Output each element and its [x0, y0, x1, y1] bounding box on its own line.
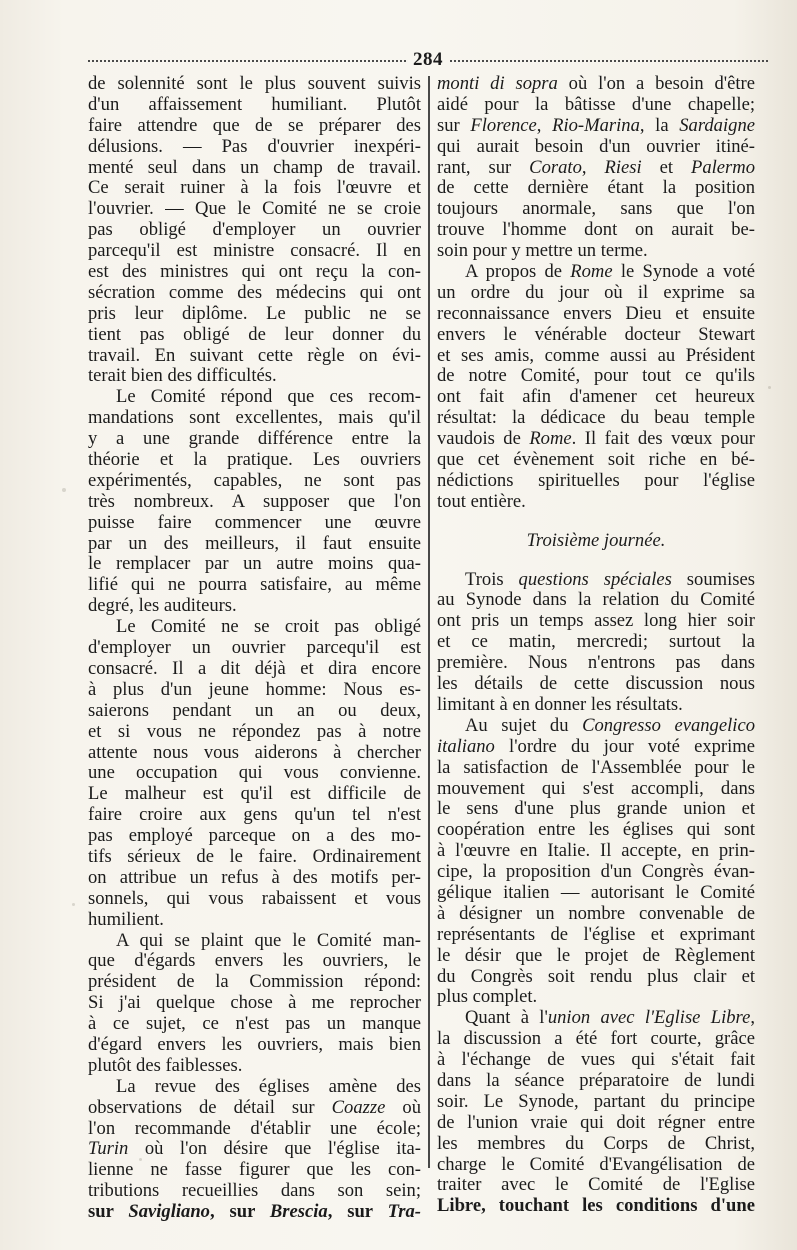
text-line: pas obligé d'employer un ouvrier — [88, 219, 421, 241]
spacer — [437, 513, 755, 531]
text-line: on attribue un refus à des motifs per- — [88, 866, 421, 888]
text-line: que d'égards envers les ouvriers, le — [88, 950, 421, 972]
text-line: traiter avec le Comité de l'Eglise — [437, 1174, 755, 1196]
text-line: l'on recommande d'établir une école; — [88, 1117, 421, 1139]
text-line: attente nous vous aiderons à chercher — [88, 741, 421, 763]
text-line: plus complet. — [437, 986, 538, 1008]
text-line: et si vous ne répondez pas à notre — [88, 720, 421, 742]
text-line: humilient. — [88, 908, 164, 930]
text-line: consacré. Il a dit déjà et dira encore — [88, 657, 421, 679]
text-line: Le Comité ne se croit pas obligé — [116, 616, 421, 638]
text-line: résultat: la dédicace du beau temple — [437, 407, 755, 429]
text-line: président de la Commission répond: — [88, 971, 421, 993]
text-line: le désir que le projet de Règlement — [437, 944, 755, 966]
text-line: saierons pendant un an ou deux, — [88, 699, 421, 721]
text-line: sur Florence, Rio-Marina, la Sardaigne — [437, 114, 755, 136]
text-line: Le malheur est qu'il est difficile de — [88, 783, 421, 805]
text-line: Turin où l'on désire que l'église ita- — [88, 1138, 421, 1160]
text-line: mouvement qui s'est accompli, dans — [437, 777, 755, 799]
paper-speck — [462, 1206, 466, 1209]
text-line: Si j'ai quelque chose à me reprocher — [88, 992, 421, 1014]
text-line: par un des meilleurs, il faut ensuite — [88, 532, 421, 554]
text-line: soir. Le Synode, partant du principe — [437, 1090, 755, 1112]
text-line: lifié qui ne pourra satisfaire, au même — [88, 574, 421, 596]
text-line: Ce serait ruiner à la fois l'œuvre et — [88, 177, 421, 199]
text-line: plutôt des faiblesses. — [88, 1054, 243, 1076]
text-line: observations de détail sur Coazze où — [88, 1096, 422, 1118]
text-line: sonnels, qui vous rabaissent et vous — [88, 887, 421, 909]
text-line: terait bien des difficultés. — [88, 365, 277, 387]
text-line: d'employer un ouvrier parcequ'il est — [88, 637, 421, 659]
text-line: les détails de cette discussion nous — [437, 673, 755, 695]
text-line: cipe, la proposition d'un Congrès évan- — [437, 861, 755, 883]
text-line: rant, sur Corato, Riesi et Palermo — [437, 156, 756, 178]
text-line: une occupation qui vous convienne. — [88, 762, 421, 784]
text-line: tifs sérieux de le faire. Ordinairement — [88, 845, 421, 867]
text-line: menté seul dans un champ de travail. — [88, 156, 421, 178]
text-line: puisse faire commencer une œuvre — [88, 511, 421, 533]
text-line: vaudois de Rome. Il fait des vœux pour — [437, 428, 755, 450]
text-line: degré, les auditeurs. — [88, 595, 237, 617]
text-line: toujours anormale, sans que l'on — [437, 198, 755, 220]
text-line: Trois questions spéciales soumises — [465, 568, 755, 590]
text-line: d'un affaissement humiliant. Plutôt — [88, 93, 421, 115]
text-line: théorie et la pratique. Les ouvriers — [88, 449, 421, 471]
text-line: au Synode dans la relation du Comité — [437, 589, 755, 611]
text-line: nédictions spirituelles pour l'église — [437, 469, 755, 491]
paper-speck — [139, 1158, 142, 1161]
text-line: pris leur diplôme. Le public ne se — [88, 302, 421, 324]
text-line: un ordre du jour où il exprime sa — [437, 281, 755, 303]
text-line: représentants de l'église et exprimant — [437, 923, 755, 945]
header-rule-left — [88, 60, 406, 62]
text-line: coopération entre les églises qui sont — [437, 819, 755, 841]
paper-speck — [72, 903, 75, 906]
left-column — [88, 74, 421, 1223]
text-line: faire croire aux gens qu'un tel n'est — [88, 804, 421, 826]
text-line: à ce sujet, ce n'est pas un manque — [88, 1013, 421, 1035]
text-line: mandations sont excellentes, mais qu'il — [88, 407, 421, 429]
text-line: le sens d'une plus grande union et — [437, 798, 755, 820]
paper-speck — [768, 386, 771, 389]
text-line: de l'union vraie qui doit régner entre — [437, 1111, 755, 1133]
text-line: d'égard envers les ouvriers, mais bien — [88, 1033, 421, 1055]
text-line: y a une grande différence entre la — [88, 428, 421, 450]
text-line: première. Nous n'entrons pas dans — [437, 652, 755, 674]
text-line: monti di sopra où l'on a besoin d'être — [437, 73, 755, 94]
text-line: trouve l'homme dont on aurait be- — [437, 219, 755, 241]
text-line: que cet évènement soit riche en bé- — [437, 449, 755, 471]
text-line: Quant à l'union avec l'Eglise Libre, — [465, 1007, 755, 1029]
text-line: du Congrès soit rendu plus clair et — [437, 965, 755, 987]
text-line: de notre Comité, pour tout ce qu'ils — [437, 365, 755, 387]
text-line: et ce matin, mercredi; surtout la — [437, 631, 755, 653]
text-line: est des ministres qui ont reçu la con- — [88, 261, 421, 283]
text-line: le remplacer par un autre moins qua- — [88, 553, 421, 575]
text-line: ont fait afin d'amener cet heureux — [437, 386, 755, 408]
text-line: pas employé parceque on a des mo- — [88, 825, 421, 847]
text-line: la satisfaction de l'Assemblée pour le — [437, 756, 755, 778]
text-line: soin pour y mettre un terme. — [437, 240, 648, 262]
right-column — [437, 74, 755, 1217]
text-line: sur Savigliano, sur Brescia, sur Tra- — [88, 1201, 421, 1223]
text-line: La revue des églises amène des — [116, 1075, 421, 1097]
text-line: tout entière. — [437, 490, 526, 512]
spacer — [437, 552, 755, 570]
section-heading: Troisième journée. — [526, 529, 666, 551]
text-line: les membres du Corps de Christ, — [437, 1132, 755, 1154]
text-line: à l'échange de vues qui s'était fait — [437, 1049, 755, 1071]
text-line: aidé pour la bâtisse d'une chapelle; — [437, 93, 755, 115]
text-line: gélique italien — autorisant le Comité — [437, 881, 755, 903]
text-line: qui aurait besoin d'un ouvrier itiné- — [437, 135, 755, 157]
text-line: italiano l'ordre du jour voté exprime — [437, 735, 755, 757]
paper-speck — [62, 488, 66, 492]
column-divider — [428, 76, 430, 1168]
text-line: et ses amis, comme aussi au Président — [437, 344, 755, 366]
text-line: tributions recueillies dans son sein; — [88, 1180, 421, 1202]
text-line: ont pris un temps assez long hier soir — [437, 610, 755, 632]
page-header — [88, 49, 768, 70]
text-line: délusions. — Pas d'ouvrier inexpéri- — [88, 135, 421, 157]
text-line: de cette dernière étant la position — [437, 177, 755, 199]
text-line: la discussion a été fort courte, grâce — [437, 1028, 755, 1050]
text-line: à plus d'un jeune homme: Nous es- — [88, 678, 421, 700]
text-line: limitant à en donner les résultats. — [437, 693, 683, 715]
text-line: tient pas obligé de leur donner du — [88, 323, 421, 345]
text-line: lienne ne fasse figurer que les con- — [88, 1159, 421, 1181]
text-line: faire attendre que de se préparer des — [88, 114, 421, 136]
text-line: travail. En suivant cette règle on évi- — [88, 344, 421, 366]
text-line: charge le Comité d'Evangélisation de — [437, 1153, 755, 1175]
text-line: l'ouvrier. — Que le Comité ne se croie — [88, 198, 421, 220]
header-rule-right — [450, 60, 768, 62]
text-line: à l'œuvre en Italie. Il accepte, en prin- — [437, 840, 755, 862]
text-line: Le Comité répond que ces recom- — [116, 386, 421, 408]
text-line: très nombreux. A supposer que l'on — [88, 490, 421, 512]
text-line: A qui se plaint que le Comité man- — [116, 929, 421, 951]
text-line: envers le vénérable docteur Stewart — [437, 323, 755, 345]
text-line: sécration comme des médecins qui ont — [88, 281, 421, 303]
text-line: dans la séance préparatoire de lundi — [437, 1069, 755, 1091]
page-number: 284 — [413, 49, 443, 70]
text-line: A propos de Rome le Synode a voté — [465, 261, 755, 283]
text-line: reconnaissance envers Dieu et ensuite — [437, 302, 755, 324]
text-line: parcequ'il est ministre consacré. Il en — [88, 240, 421, 262]
text-line: Libre, touchant les conditions d'une — [437, 1195, 755, 1217]
text-line: expérimentés, capables, ne sont pas — [88, 469, 421, 491]
text-line: de solennité sont le plus souvent suivis — [88, 73, 421, 94]
text-line: Au sujet du Congresso evangelico — [465, 714, 755, 736]
text-line: à désigner un nombre convenable de — [437, 902, 755, 924]
